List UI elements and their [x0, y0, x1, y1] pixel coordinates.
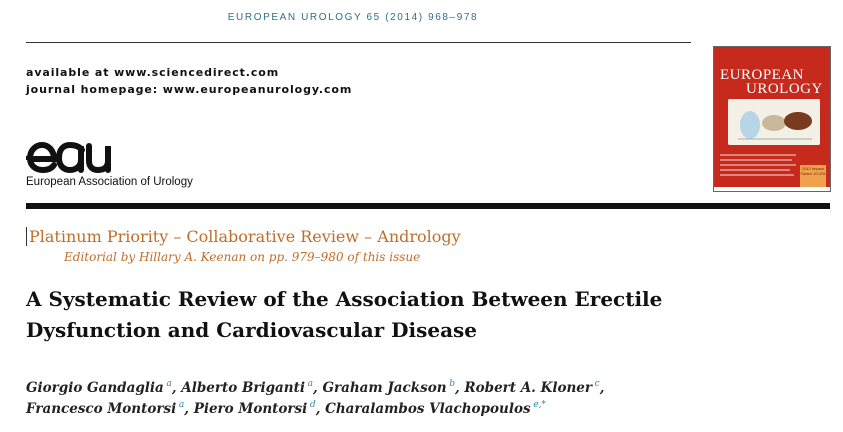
- title-line-1: A Systematic Review of the Association Between Erectile: [26, 287, 663, 311]
- affiliation-link[interactable]: c: [594, 379, 600, 389]
- editorial-note-link[interactable]: Editorial by Hillary A. Keenan on pp. 979–980 of this issue: [64, 250, 421, 264]
- author-line-1: Giorgio Gandaglia $^a$, Alberto Briganti $^a$, Graham Jackson $^b$, Robert A. Kloner $^c$,: [26, 379, 605, 396]
- journal-homepage-link[interactable]: journal homepage: www.europeanurology.com: [26, 83, 353, 96]
- journal-cover-thumbnail[interactable]: [713, 46, 831, 192]
- affiliation-link[interactable]: a: [307, 379, 314, 389]
- author-name: Graham Jackson: [322, 380, 447, 396]
- sciencedirect-link[interactable]: available at www.sciencedirect.com: [26, 66, 280, 79]
- cover-contents-lines-icon: [720, 151, 798, 185]
- eau-logo-icon: [26, 138, 122, 174]
- journal-citation: EUROPEAN UROLOGY 65 (2014) 968–978: [227, 12, 479, 23]
- journal-links: [26, 64, 352, 98]
- article-title: [26, 284, 786, 346]
- affiliation-link[interactable]: a: [166, 379, 172, 389]
- author-line-2: Francesco Montorsi $^a$, Piero Montorsi $^d$, Charalambos Vlachopoulos $^{e,*}$: [26, 400, 546, 417]
- author-name: Piero Montorsi: [193, 401, 308, 417]
- author-name: Francesco Montorsi: [26, 401, 177, 417]
- title-line-2: Dysfunction and Cardiovascular Disease: [26, 318, 478, 342]
- affiliation-link[interactable]: d: [309, 400, 316, 410]
- author-name: Giorgio Gandaglia: [26, 380, 164, 396]
- affiliation-link[interactable]: a: [178, 400, 185, 410]
- author-name: Robert A. Kloner: [464, 380, 592, 396]
- cover-footer: [714, 187, 830, 191]
- affiliation-link[interactable]: b: [449, 379, 455, 389]
- author-name: Charalambos Vlachopoulos: [325, 401, 531, 417]
- header-rule: [26, 42, 691, 43]
- cover-title-line1: EUROPEAN: [720, 67, 805, 83]
- cover-title-line2: UROLOGY: [746, 81, 823, 97]
- author-list: [26, 378, 826, 420]
- author-name: Alberto Briganti: [181, 380, 305, 396]
- cover-impact-badge: 2012 Impact Factor 10.476: [800, 165, 826, 190]
- affiliation-link[interactable]: e,*: [533, 400, 546, 410]
- eau-logo-text: European Association of Urology: [26, 176, 193, 188]
- section-divider: [26, 203, 830, 209]
- cover-artwork-icon: [728, 99, 820, 145]
- article-type: Platinum Priority – Collaborative Review – Andrology: [26, 227, 461, 246]
